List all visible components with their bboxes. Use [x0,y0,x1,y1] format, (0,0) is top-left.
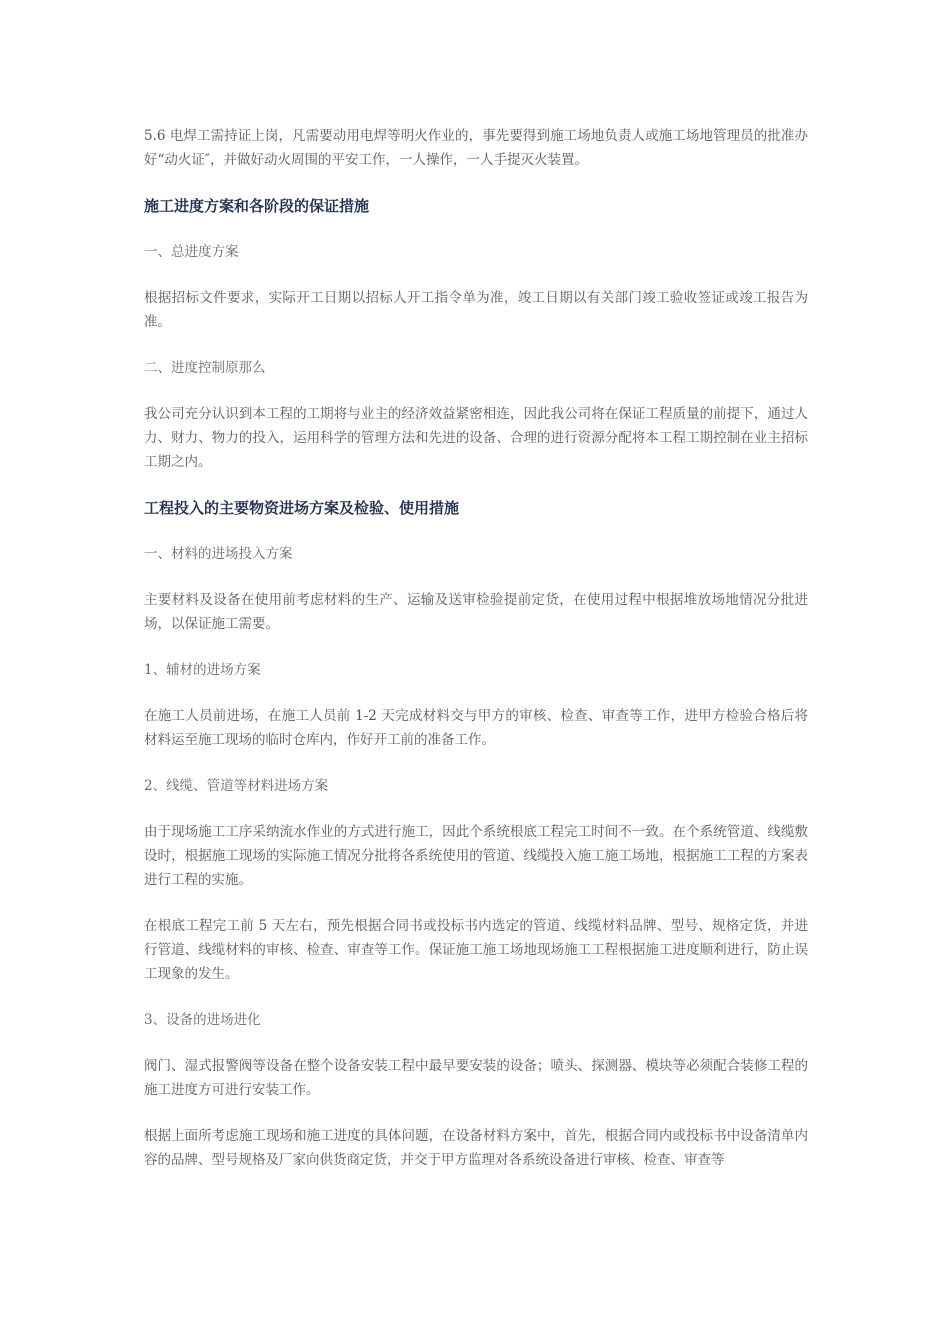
subheading-overall-plan: 一、总进度方案 [144,244,239,260]
section-heading-schedule: 施工进度方案和各阶段的保证措施 [144,197,370,215]
paragraph-overall-plan: 根据招标文件要求，实际开工日期以招标人开工指令单为准，竣工日期以有关部门竣工验收签证或竣工报告为准。 [144,290,808,330]
subheading-equipment-entry: 3、设备的进场进化 [144,1012,261,1028]
subheading-auxiliary-materials: 1、辅材的进场方案 [144,662,261,678]
paragraph-cables-pipes-ordering: 在根底工程完工前 5 天左右，预先根据合同书或投标书内选定的管道、线缆材料品牌、型号、规格定货，并进行管道、线缆材料的审核、检查、审查等工作。保证施工施工场地现场施工工程根据施工进度顺利进行，防止误工现象的发生。 [144,918,808,982]
subheading-material-entry: 一、材料的进场投入方案 [144,546,293,562]
paragraph-equipment-plan: 根据上面所考虑施工现场和施工进度的具体问题，在设备材料方案中，首先，根据合同内或投标书中设备清单内容的品牌、型号规格及厂家向供货商定货，并交于甲方监理对各系统设备进行审核、检查、审查等 [144,1128,808,1168]
paragraph-material-entry: 主要材料及设备在使用前考虑材料的生产、运输及送审检验提前定货，在使用过程中根据堆放场地情况分批进场，以保证施工需要。 [144,592,808,632]
paragraph-welding: 5.6 电焊工需持证上岗，凡需要动用电焊等明火作业的，事先要得到施工场地负责人或施工场地管理员的批准办好“动火证″，并做好动火周围的平安工作，一人操作，一人手提灭火装置。 [144,128,808,168]
paragraph-equipment-entry: 阀门、湿式报警阀等设备在整个设备安装工程中最早要安装的设备；喷头、探测器、模块等必须配合装修工程的施工进度方可进行安装工作。 [144,1058,808,1098]
subheading-cables-pipes: 2、线缆、管道等材料进场方案 [144,778,329,794]
paragraph-auxiliary-materials: 在施工人员前进场，在施工人员前 1-2 天完成材料交与甲方的审核、检查、审查等工作，进甲方检验合格后将材料运至施工现场的临时仓库内，作好开工前的准备工作。 [144,708,808,748]
section-heading-materials: 工程投入的主要物资进场方案及检验、使用措施 [144,499,460,517]
paragraph-cables-pipes: 由于现场施工工序采纳流水作业的方式进行施工，因此个系统根底工程完工时间不一致。在个系统管道、线缆敷设时，根据施工现场的实际施工情况分批将各系统使用的管道、线缆投入施工施工场地，根据施工工程的方案表进行工程的实施。 [144,824,808,888]
document-body [144,124,808,1194]
subheading-progress-control: 二、进度控制原那么 [144,360,266,376]
paragraph-progress-control: 我公司充分认识到本工程的工期将与业主的经济效益紧密相连，因此我公司将在保证工程质量的前提下，通过人力、财力、物力的投入，运用科学的管理方法和先进的设备、合理的进行资源分配将本工程工期控制在业主招标工期之内。 [144,406,808,470]
